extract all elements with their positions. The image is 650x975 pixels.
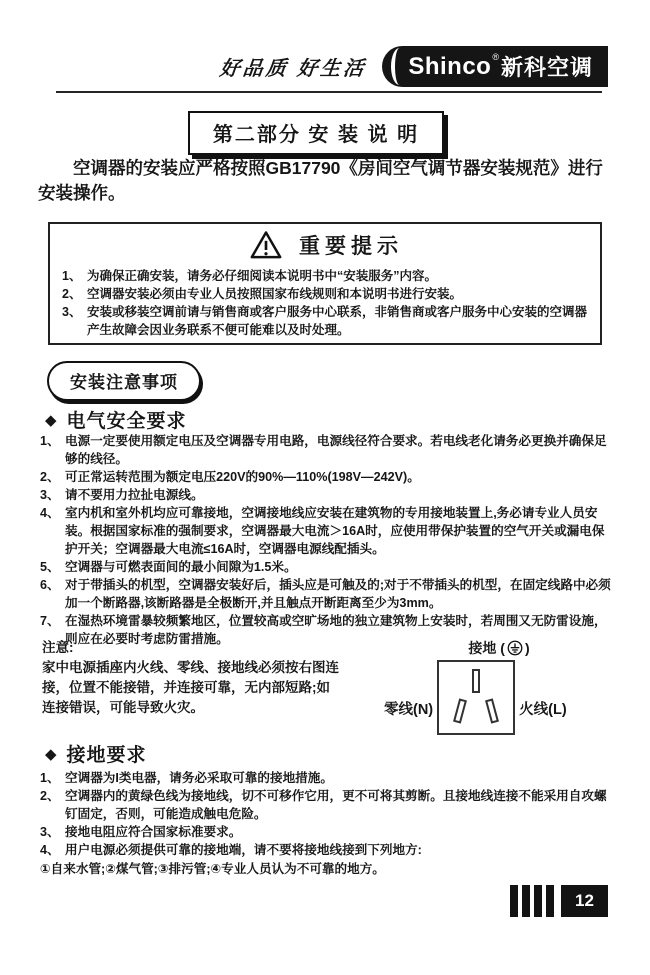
footer-bar-icon bbox=[522, 885, 530, 917]
warning-triangle-icon bbox=[249, 230, 283, 260]
electrical-safety-list bbox=[40, 432, 616, 648]
intro-paragraph: 空调器的安装应严格按照GB17790《房间空气调节器安装规范》进行安装操作。 bbox=[38, 158, 603, 204]
neutral-label: 零线(N) bbox=[384, 702, 434, 718]
grounding-list bbox=[40, 769, 616, 878]
list-item: 3、 请不要用力拉扯电源线。 bbox=[40, 488, 204, 502]
list-item: 4、 室内机和室外机均应可靠接地，空调接地线应安装在建筑物的专用接地装置上,务必请专业人员安装。根据国家标准的强制要求，空调器最大电流＞16A时，应使用带保护装置的空气开关或漏电保护开关；空调器最大电流≤16A时，空调器电源线配插头。 bbox=[40, 506, 605, 556]
brand-logo bbox=[382, 46, 608, 87]
page-number: 12 bbox=[561, 885, 608, 917]
ground-label-suffix: ) bbox=[524, 640, 530, 656]
list-item: 5、 空调器与可燃表面间的最小间隙为1.5米。 bbox=[40, 560, 297, 574]
socket-row bbox=[384, 660, 616, 735]
brand-slogan: 好品质 好生活 bbox=[218, 58, 368, 80]
notice-item: 3、 安装或移装空调前请与销售商或客户服务中心联系，非销售商或客户服务中心安装的空调器产生故障会因业务联系不便可能难以及时处理。 bbox=[62, 305, 588, 338]
list-item: 7、 在湿热环境雷暴较频繁地区，位置较高或空旷场地的独立建筑物上安装时，若周围又无防雷设施，则应在必要时考虑防雷措施。 bbox=[40, 614, 607, 646]
section-title-box bbox=[188, 111, 444, 155]
notice-item: 2、 空调器安装必须由专业人员按照国家布线规则和本说明书进行安装。 bbox=[62, 287, 463, 302]
notice-title: 重要提示 bbox=[299, 235, 403, 258]
page-footer bbox=[510, 885, 608, 917]
registered-mark-icon: ® bbox=[492, 52, 499, 62]
notice-title-row bbox=[62, 230, 590, 260]
ground-symbol-icon bbox=[507, 640, 523, 656]
list-item: 4、 用户电源必须提供可靠的接地端，请不要将接地线接到下列地方: bbox=[40, 843, 422, 857]
grounding-heading-label: 接地要求 bbox=[66, 745, 147, 766]
list-item: 1、 电源一定要使用额定电压及空调器专用电路，电源线径符合要求。若电线老化请务必更换并确保足够的线径。 bbox=[40, 434, 607, 466]
live-slot bbox=[485, 698, 499, 723]
diamond-bullet-icon: ◆ bbox=[45, 411, 58, 429]
grounding-footnote: ①自来水管;②煤气管;③排污管;④专业人员认为不可靠的地方。 bbox=[40, 862, 385, 876]
ground-label-row bbox=[424, 638, 574, 658]
list-item: 2、 空调器内的黄绿色线为接地线，切不可移作它用，更不可将其剪断。且接地线连接不能采用自攻螺钉固定，否则，可能造成触电危险。 bbox=[40, 789, 607, 821]
footer-bar-icon bbox=[534, 885, 542, 917]
socket-outline bbox=[437, 660, 515, 735]
list-item: 3、 接地电阻应符合国家标准要求。 bbox=[40, 825, 242, 839]
list-item: 1、 空调器为I类电器，请务必采取可靠的接地措施。 bbox=[40, 771, 333, 785]
live-label: 火线(L) bbox=[519, 702, 567, 718]
note-text: 家中电源插座内火线、零线、接地线必须按右图连接，位置不能接错，并连接可靠，无内部短路;如连接错误，可能导致火灾。 bbox=[42, 660, 339, 715]
note-block bbox=[42, 638, 342, 735]
list-item: 6、 对于带插头的机型，空调器安装好后，插头应是可触及的;对于不带插头的机型，在固定线路中必须加一个断路器,该断路器是全极断开,并且触点开断距离至少为3mm。 bbox=[40, 578, 611, 610]
electrical-heading-label: 电气安全要求 bbox=[66, 411, 187, 432]
note-label: 注意: bbox=[42, 640, 74, 655]
grounding-heading bbox=[45, 740, 147, 767]
ground-label-prefix: 接地 ( bbox=[468, 640, 505, 656]
page-header bbox=[0, 46, 608, 87]
header-divider bbox=[56, 91, 602, 93]
important-notice-box bbox=[48, 222, 602, 345]
note-and-diagram-row bbox=[42, 638, 616, 735]
footer-bar-icon bbox=[546, 885, 554, 917]
brand-name-en: Shinco bbox=[408, 52, 492, 80]
brand-name-cn: 新科空调 bbox=[500, 55, 593, 80]
subsection-banner: 安装注意事项 bbox=[47, 361, 201, 401]
list-item: 2、 可正常运转范围为额定电压220V的90%—110%(198V—242V)。 bbox=[40, 470, 420, 484]
section-title: 第二部分 安 装 说 明 bbox=[212, 124, 420, 146]
footer-bar-icon bbox=[510, 885, 518, 917]
ground-slot bbox=[472, 669, 480, 693]
notice-item: 1、 为确保正确安装，请务必仔细阅读本说明书中“安装服务”内容。 bbox=[62, 269, 438, 283]
diamond-bullet-icon: ◆ bbox=[45, 745, 58, 763]
power-socket-diagram bbox=[384, 638, 616, 735]
neutral-slot bbox=[453, 698, 467, 723]
electrical-safety-heading bbox=[45, 406, 187, 433]
